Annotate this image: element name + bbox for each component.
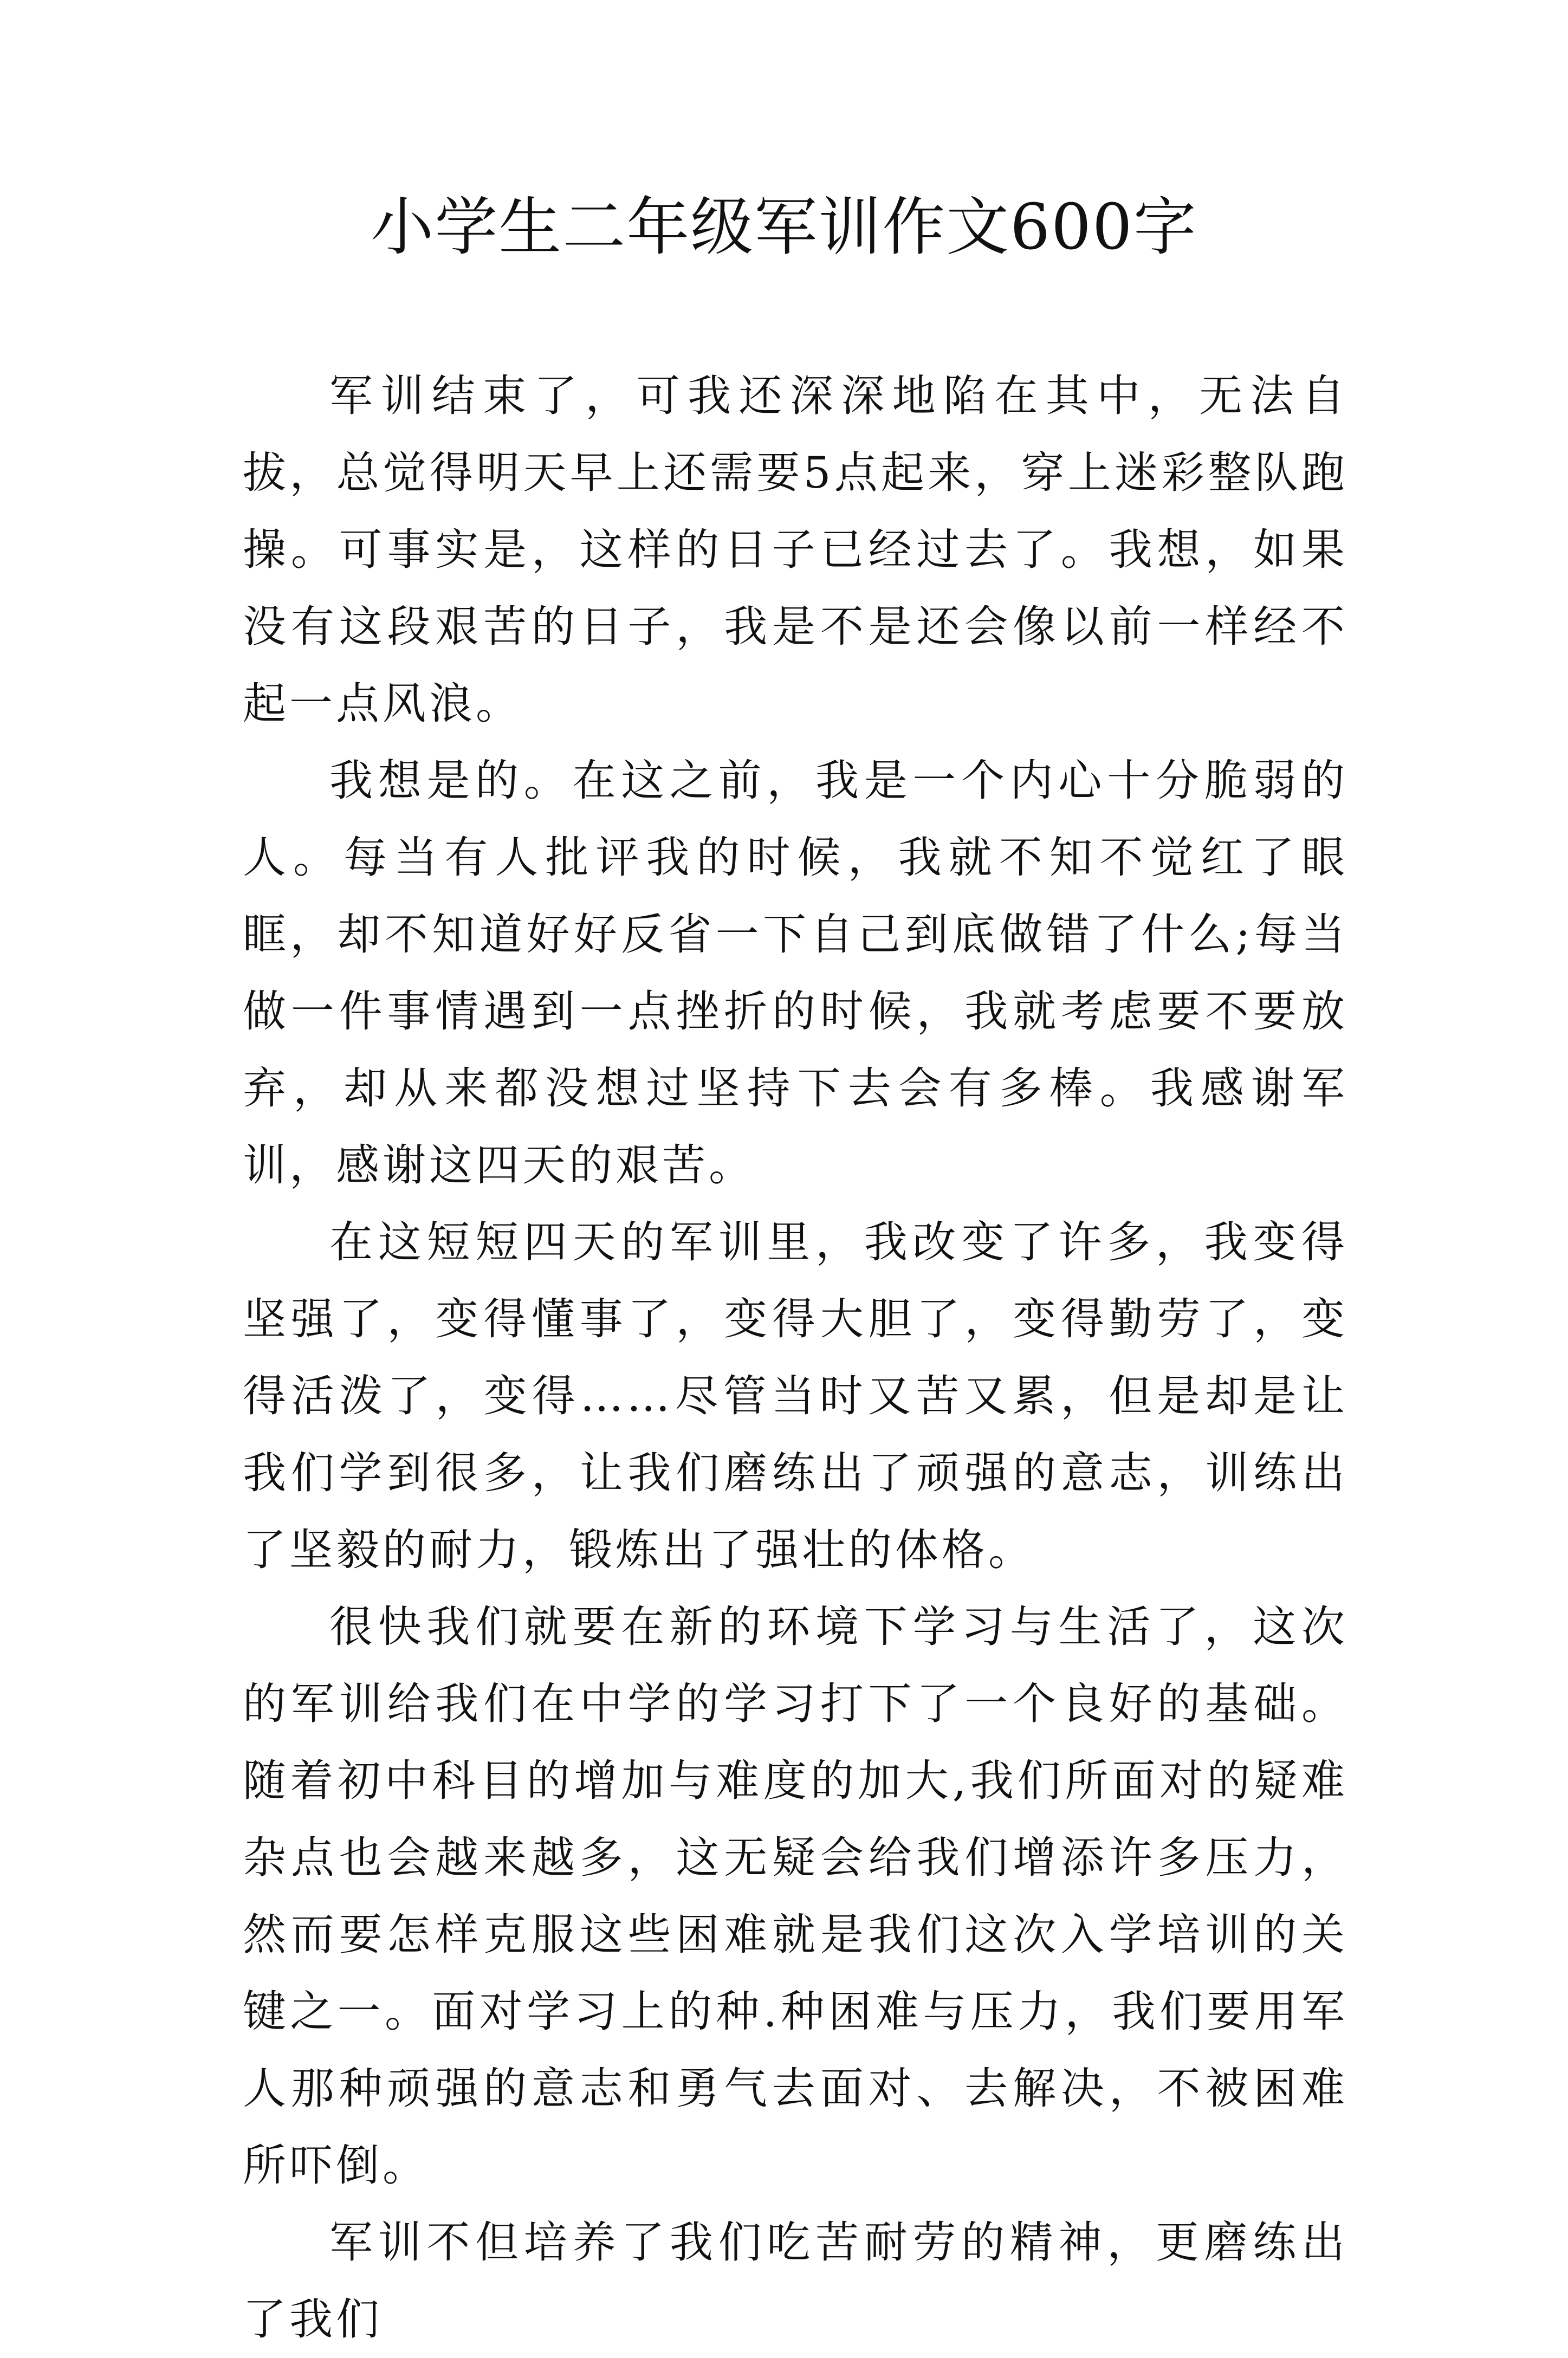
document-body (243, 358, 1348, 2358)
paragraph-4: 很快我们就要在新的环境下学习与生活了，这次的军训给我们在中学的学习打下了一个良好的基础。随着初中科目的增加与难度的加大,我们所面对的疑难杂点也会越来越多，这无疑会给我们增添许多压力，然而要怎样克服这些困难就是我们这次入学培训的关键之一。面对学习上的种.种困难与压力，我们要用军人那种顽强的意志和勇气去面对、去解决，不被困难所吓倒。 (243, 1602, 1348, 2191)
paragraph-5: 军训不但培养了我们吃苦耐劳的精神，更磨练出了我们 (243, 2217, 1348, 2344)
paragraph-3: 在这短短四天的军训里，我改变了许多，我变得坚强了，变得懂事了，变得大胆了，变得勤劳了，变得活泼了，变得……尽管当时又苦又累，但是却是让我们学到很多，让我们磨练出了顽强的意志，训练出了坚毅的耐力，锻炼出了强壮的体格。 (243, 1217, 1348, 1575)
paragraph-2: 我想是的。在这之前，我是一个内心十分脆弱的人。每当有人批评我的时候，我就不知不觉红了眼眶，却不知道好好反省一下自己到底做错了什么;每当做一件事情遇到一点挫折的时候，我就考虑要不要放弃，却从来都没想过坚持下去会有多棒。我感谢军训，感谢这四天的艰苦。 (243, 755, 1348, 1190)
paragraph-1: 军训结束了，可我还深深地陷在其中，无法自拔，总觉得明天早上还需要5点起来，穿上迷彩整队跑操。可事实是，这样的日子已经过去了。我想，如果没有这段艰苦的日子，我是不是还会像以前一样经不起一点风浪。 (243, 371, 1348, 729)
page-title: 小学生二年级军训作文600字 (371, 191, 1197, 264)
